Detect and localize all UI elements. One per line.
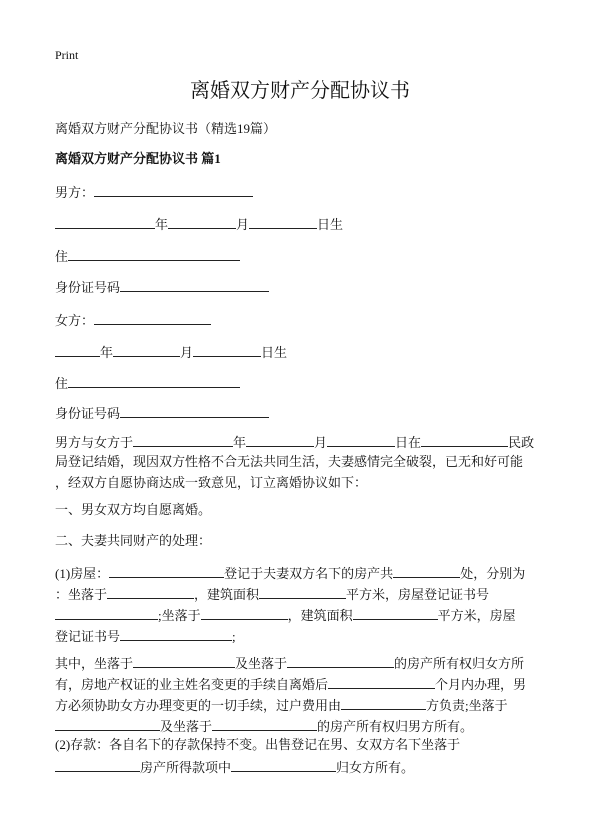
house-line [55,605,516,625]
man-birth-line [55,214,343,234]
blank-field [55,716,160,731]
ownership-line [55,695,508,715]
blank-field [393,563,460,578]
text-segment: 年 [233,435,247,450]
text-segment: 的房产所有权归男方所有。 [317,719,474,734]
blank-field [168,214,236,229]
man-line [55,182,253,202]
ownership-line [55,674,526,694]
blank-field [120,626,232,641]
ownership-line [55,653,524,673]
text-segment: 方负责;坐落于 [426,698,508,713]
text-segment: 平方米，房屋 [437,608,516,623]
woman-address-line [55,373,240,393]
blank-field [193,342,261,357]
text-segment: 归女方所有。 [336,760,415,775]
blank-field [68,373,240,388]
blank-field [201,605,288,620]
text-segment: (2)存款：各自名下的存款保持不变。出售登记在男、女双方名下坐落于 [55,737,461,752]
text-segment: 民政 [508,435,535,450]
blank-field [107,584,194,599]
text-segment: 方必须协助女方办理变更的一切手续，过户费用由 [55,698,342,713]
text-segment: 及坐落于 [160,719,213,734]
print-link[interactable]: Print [55,48,79,62]
text-segment: 的房产所有权归女方所 [394,656,525,671]
subtitle: 离婚双方财产分配协议书（精选19篇） [55,121,277,136]
text-segment: 月 [180,345,194,360]
blank-field [113,342,180,357]
blank-field [94,310,211,325]
text-segment: 男方： [55,185,95,200]
text-segment: 月 [314,435,328,450]
blank-field [133,653,235,668]
text-segment: 男方与女方于 [55,435,134,450]
text-segment: 其中，坐落于 [55,656,134,671]
text-segment: 月 [236,217,250,232]
section-heading: 离婚双方财产分配协议书 篇1 [55,151,221,166]
paragraph-line: ，经双方自愿协商达成一致意见，订立离婚协议如下： [55,475,368,490]
text-segment: ;坐落于 [158,608,201,623]
blank-field [55,757,140,772]
text-segment: ，建筑面积 [287,608,353,623]
text-segment: 身份证号码 [55,280,121,295]
woman-id-line [55,403,269,423]
blank-field [55,342,100,357]
woman-line [55,310,211,330]
text-segment: 日在 [395,435,422,450]
text-segment: 个月内办理，男 [435,677,527,692]
blank-field [231,757,336,772]
blank-field [353,605,438,620]
text-segment: ，建筑面积 [194,587,260,602]
blank-field [328,674,435,689]
blank-field [341,695,426,710]
text-segment: 日生 [317,217,344,232]
blank-field [55,605,158,620]
house-line [55,584,489,604]
text-segment: 住 [55,376,69,391]
text-segment: 登记于夫妻双方名下的房产共 [224,566,394,581]
text-segment: 平方米，房屋登记证书号 [346,587,490,602]
blank-field [421,432,508,447]
man-address-line [55,246,240,266]
blank-field [212,716,317,731]
blank-field [120,403,269,418]
text-segment: 及坐落于 [235,656,288,671]
clause-2: 二、夫妻共同财产的处理： [55,533,212,548]
page-title: 离婚双方财产分配协议书 [190,80,410,102]
house-line [55,563,525,583]
blank-field [94,182,253,197]
text-segment: 登记证书号 [55,629,121,644]
blank-field [259,584,346,599]
blank-field [68,246,240,261]
blank-field [246,432,314,447]
deposit-line [55,757,414,777]
text-segment: 有，房地产权证的业主姓名变更的手续自离婚后 [55,677,329,692]
paragraph-line: 局登记结婚，现因双方性格不合无法共同生活，夫妻感情完全破裂，已无和好可能 [55,454,524,469]
text-segment: 身份证号码 [55,406,121,421]
man-id-line [55,277,269,297]
ownership-line [55,716,473,736]
blank-field [249,214,317,229]
house-line [55,626,236,646]
blank-field [287,653,394,668]
text-segment: 房产所得款项中 [140,760,232,775]
text-segment: 年 [155,217,169,232]
text-segment: 住 [55,249,69,264]
blank-field [109,563,224,578]
text-segment: 日生 [261,345,288,360]
text-segment: ：坐落于 [55,587,108,602]
paragraph-line [55,432,534,452]
blank-field [55,214,155,229]
text-segment: (1)房屋： [55,566,110,581]
blank-field [120,277,269,292]
text-segment: 处，分别为 [460,566,526,581]
blank-field [327,432,395,447]
blank-field [133,432,233,447]
clause-1: 一、男女双方均自愿离婚。 [55,502,212,517]
text-segment: 年 [100,345,114,360]
deposit-line [55,736,460,754]
text-segment: 女方： [55,313,95,328]
woman-birth-line [55,342,287,362]
text-segment: ; [232,629,236,644]
